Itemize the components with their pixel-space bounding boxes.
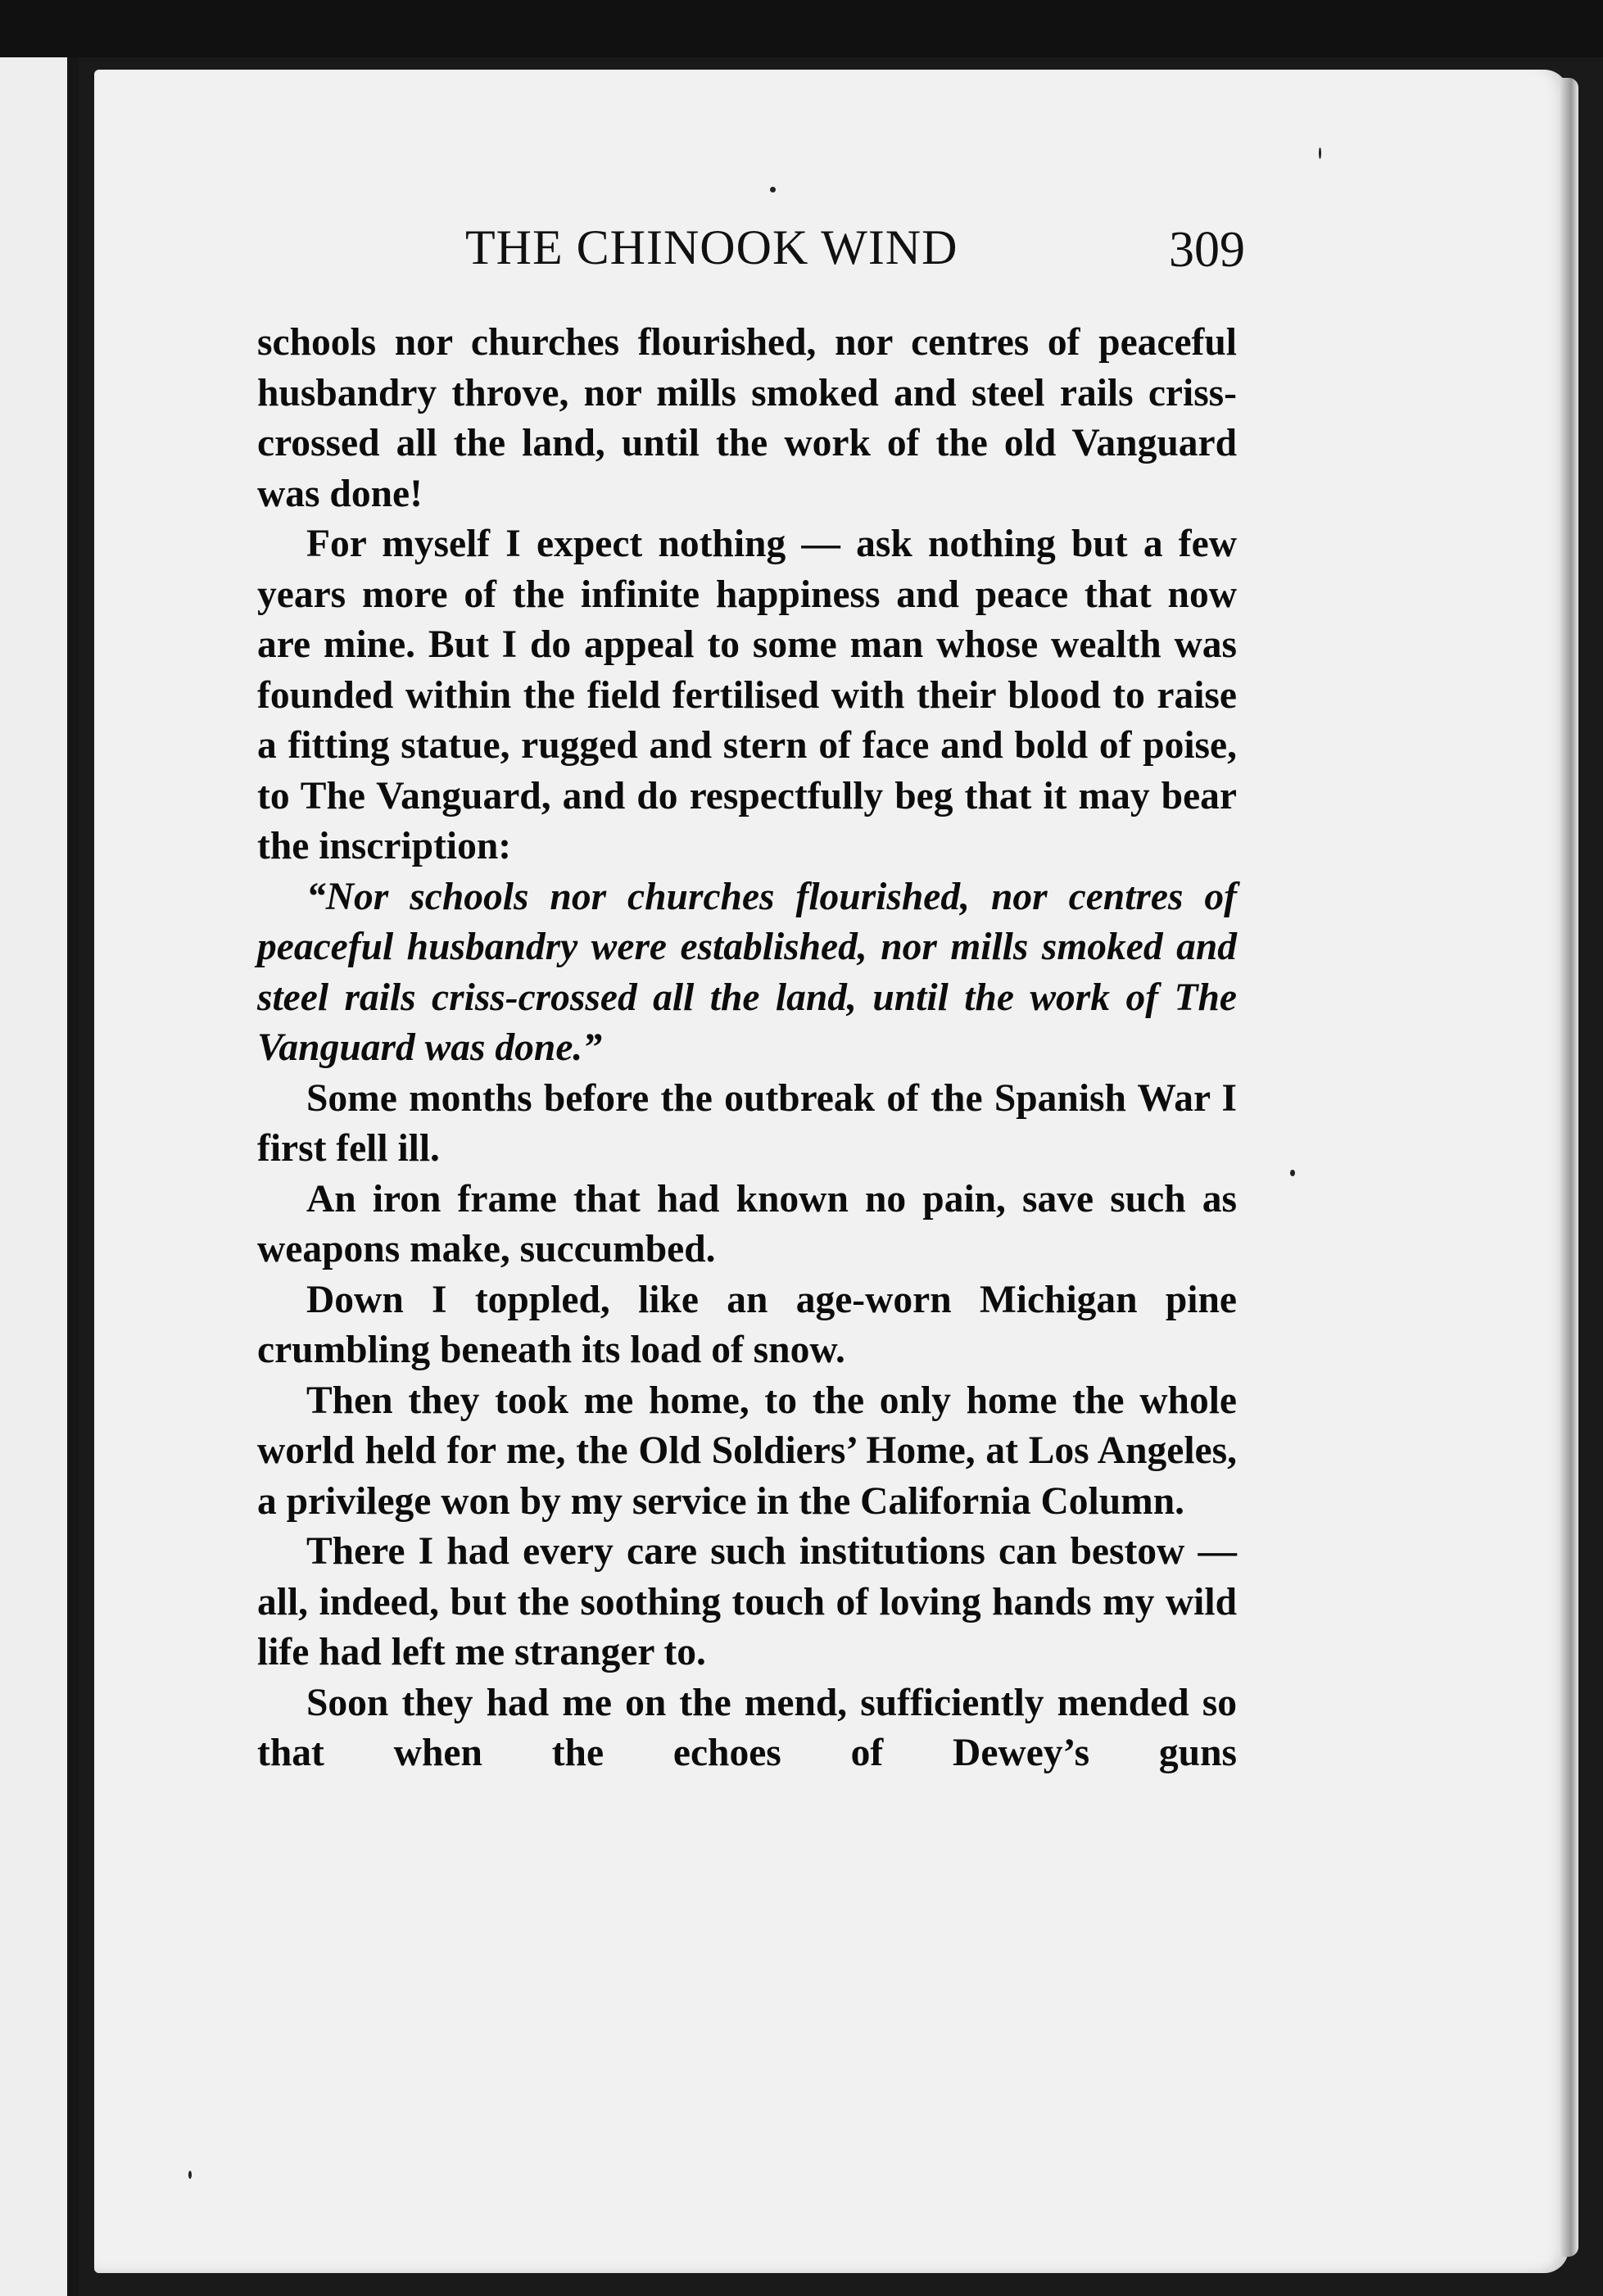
running-title: THE CHINOOK WIND <box>465 220 958 274</box>
scan-speck <box>770 187 776 192</box>
paragraph: Soon they had me on the mend, sufficiently mended so that when the echoes of Dewey’s guns <box>257 1681 1237 1774</box>
paragraph: Then they took me home, to the only home the whole world held for me, the Old Soldiers’ Home, at Los Angeles, a privilege won by my service in the California Column. <box>257 1379 1237 1523</box>
inscription-quote: “Nor schools nor churches flourished, nor centres of peaceful husbandry were established, nor mills smoked and steel rails criss-crossed all the land, until the work of The Vanguard was done.” <box>257 875 1237 1069</box>
paragraph: An iron frame that had known no pain, save such as weapons make, succumbed. <box>257 1177 1237 1270</box>
page-number: 309 <box>1169 222 1245 278</box>
body-text <box>257 318 1237 1779</box>
paragraph: schools nor churches flourished, nor centres of peaceful husbandry throve, nor mills smoked and steel rails criss-crossed all the land, until the work of the old Vanguard was done! <box>257 321 1237 515</box>
paragraph: There I had every care such institutions can bestow — all, indeed, but the soothing touch of loving hands my wild life had left me stranger to. <box>257 1530 1237 1673</box>
paragraph: Some months before the outbreak of the Spanish War I first fell ill. <box>257 1076 1237 1170</box>
scan-speck <box>1290 1170 1295 1176</box>
paragraph: Down I toppled, like an age-worn Michigan pine crumbling beneath its load of snow. <box>257 1278 1237 1371</box>
running-header <box>254 220 1245 285</box>
scan-top-border <box>0 0 1603 57</box>
paragraph: For myself I expect nothing — ask nothing but a few years more of the infinite happiness and peace that now are mine. But I do appeal to some man whose wealth was founded within the field fertilised with their blood to raise a fitting statue, rugged and stern of face and bold of poise, to The Vanguard, and do respectfully beg that it may bear the inscription: <box>257 523 1237 867</box>
scan-speck <box>188 2171 192 2179</box>
page-right-edge <box>1560 78 1578 2257</box>
scan-speck <box>1319 147 1321 159</box>
scan-left-margin <box>0 57 74 2296</box>
book-spine-edge <box>67 57 79 2296</box>
